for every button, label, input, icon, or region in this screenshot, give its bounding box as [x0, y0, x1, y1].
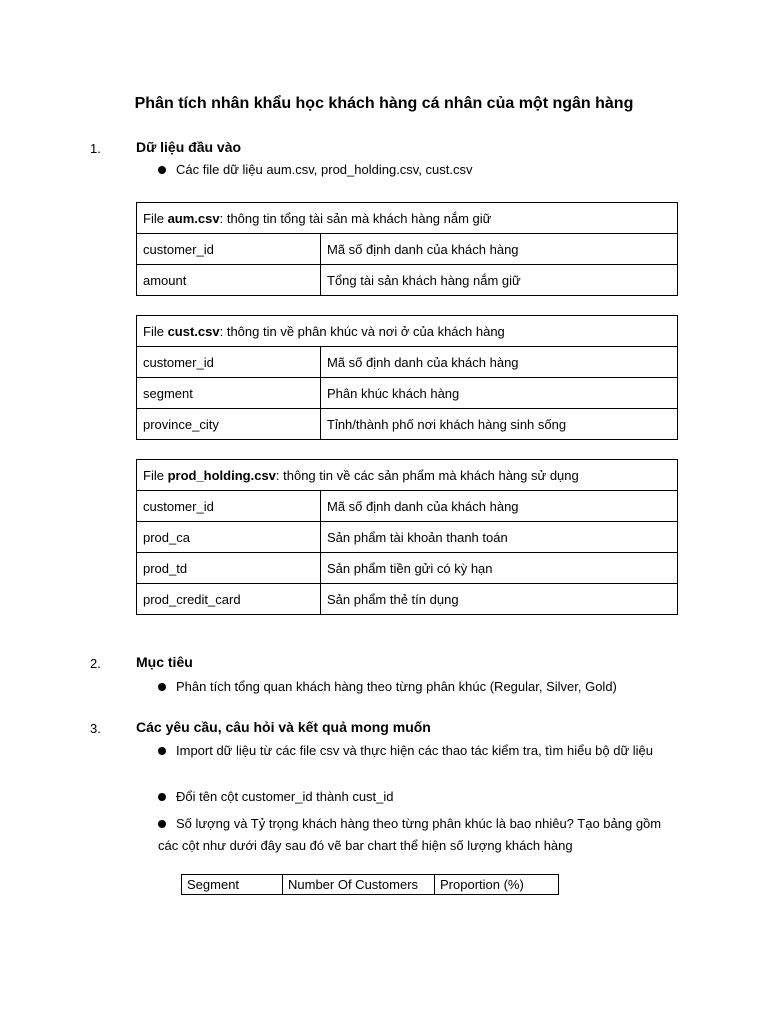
section-2-heading: Mục tiêu [136, 654, 193, 670]
bullet-item [158, 813, 678, 857]
table-row [137, 347, 678, 378]
section-2-number: 2. [90, 656, 101, 671]
bullet-item [158, 676, 678, 698]
column-desc-cell: Tỉnh/thành phố nơi khách hàng sinh sống [321, 409, 678, 440]
bullet-icon [158, 793, 166, 801]
file-table-aum [136, 202, 678, 296]
table-row [137, 234, 678, 265]
table-row [137, 378, 678, 409]
file-name: aum.csv [167, 210, 220, 226]
column-name-cell: prod_ca [137, 522, 321, 553]
header-cell-number-of-customers: Number Of Customers [283, 875, 435, 895]
column-name-cell: province_city [137, 409, 321, 440]
column-desc-cell: Tổng tài sản khách hàng nắm giữ [321, 265, 678, 296]
header-cell-proportion: Proportion (%) [435, 875, 559, 895]
bullet-text: Phân tích tổng quan khách hàng theo từng phân khúc (Regular, Silver, Gold) [176, 679, 617, 694]
column-name-cell: amount [137, 265, 321, 296]
bullet-icon [158, 683, 166, 691]
header-cell-segment: Segment [182, 875, 283, 895]
table-caption: File prod_holding.csv: thông tin về các sản phẩm mà khách hàng sử dụng [137, 460, 678, 491]
file-name: prod_holding.csv [167, 467, 276, 483]
column-desc-cell: Mã số định danh của khách hàng [321, 491, 678, 522]
section-1-number: 1. [90, 141, 101, 156]
column-name-cell: prod_td [137, 553, 321, 584]
column-name-cell: customer_id [137, 347, 321, 378]
bullet-text: Đổi tên cột customer_id thành cust_id [176, 789, 394, 804]
column-desc-cell: Sản phẩm thẻ tín dụng [321, 584, 678, 615]
bullet-text: Các file dữ liệu aum.csv, prod_holding.csv, cust.csv [176, 162, 473, 177]
file-table-cust [136, 315, 678, 440]
table-header-row [182, 875, 559, 895]
bullet-icon [158, 166, 166, 174]
table-row [137, 265, 678, 296]
bullet-icon [158, 747, 166, 755]
bullet-item [158, 159, 678, 181]
column-desc-cell: Mã số định danh của khách hàng [321, 347, 678, 378]
section-3-number: 3. [90, 721, 101, 736]
column-desc-cell: Sản phẩm tiền gửi có kỳ hạn [321, 553, 678, 584]
table-row [137, 584, 678, 615]
file-name: cust.csv [167, 323, 220, 339]
column-name-cell: segment [137, 378, 321, 409]
column-name-cell: customer_id [137, 491, 321, 522]
table-row [137, 491, 678, 522]
file-table-prod-holding [136, 459, 678, 615]
section-3-heading: Các yêu cầu, câu hỏi và kết quả mong muốn [136, 719, 431, 735]
document-title: Phân tích nhân khẩu học khách hàng cá nhân của một ngân hàng [134, 95, 634, 112]
table-row [137, 522, 678, 553]
table-row [137, 553, 678, 584]
table-row [137, 409, 678, 440]
bullet-item [158, 740, 678, 762]
segment-summary-table [181, 874, 559, 895]
bullet-icon [158, 820, 166, 828]
table-header-row [137, 203, 678, 234]
bullet-text: Import dữ liệu từ các file csv và thực hiện các thao tác kiểm tra, tìm hiểu bộ dữ liệu [176, 743, 654, 758]
section-1-heading: Dữ liệu đầu vào [136, 139, 242, 155]
column-name-cell: customer_id [137, 234, 321, 265]
column-desc-cell: Sản phẩm tài khoản thanh toán [321, 522, 678, 553]
bullet-text: Số lượng và Tỷ trọng khách hàng theo từng phân khúc là bao nhiêu? Tạo bảng gồm các cột như dưới đây sau đó vẽ bar chart thể hiện số lượng khách hàng [158, 816, 662, 853]
column-desc-cell: Mã số định danh của khách hàng [321, 234, 678, 265]
table-header-row [137, 460, 678, 491]
column-desc-cell: Phân khúc khách hàng [321, 378, 678, 409]
table-caption: File cust.csv: thông tin về phân khúc và nơi ở của khách hàng [137, 316, 678, 347]
bullet-item [158, 786, 678, 808]
table-caption: File aum.csv: thông tin tổng tài sản mà khách hàng nắm giữ [137, 203, 678, 234]
table-header-row [137, 316, 678, 347]
column-name-cell: prod_credit_card [137, 584, 321, 615]
